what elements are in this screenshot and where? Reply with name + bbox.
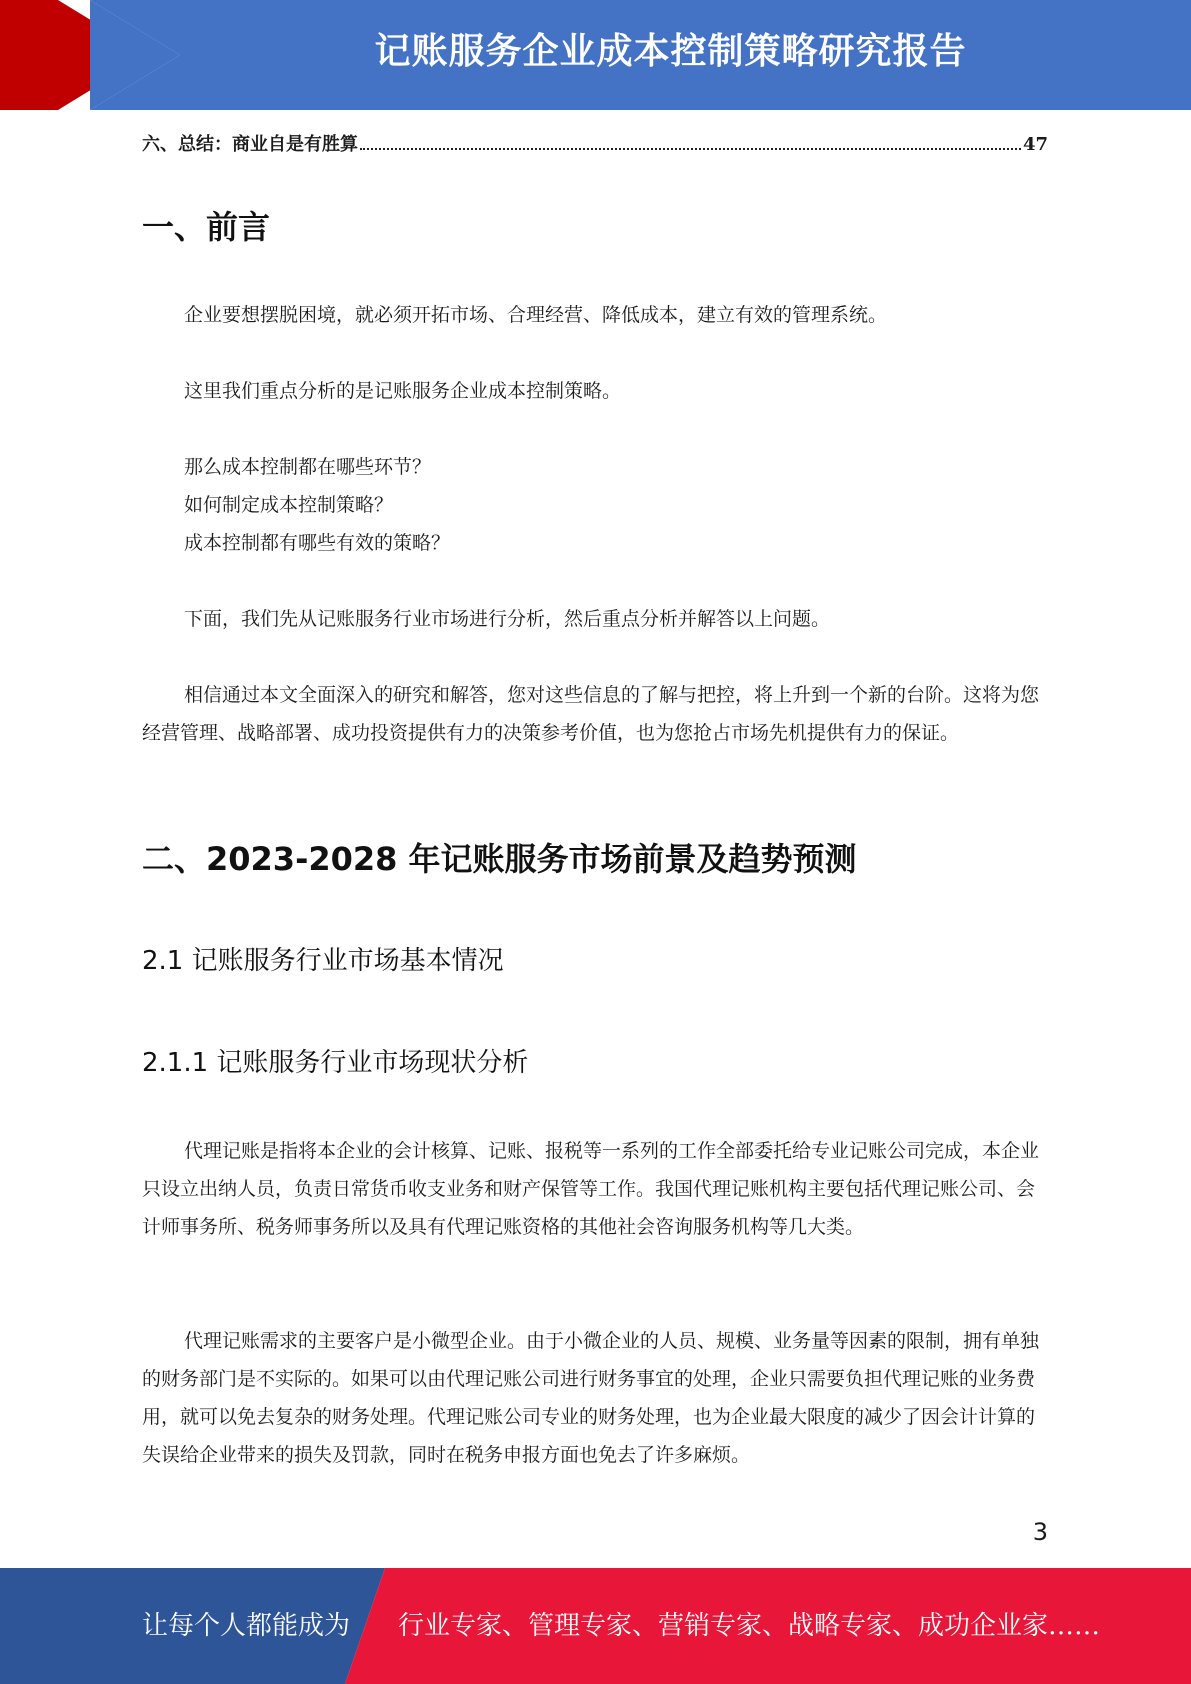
subsection-heading-2-1-1: 2.1.1 记账服务行业市场现状分析 — [142, 1048, 529, 1078]
toc-entry-page: 47 — [1022, 134, 1048, 155]
toc-entry[interactable] — [142, 130, 1048, 160]
report-title: 记账服务企业成本控制策略研究报告 — [374, 31, 967, 72]
subsection-heading-2-1: 2.1 记账服务行业市场基本情况 — [142, 946, 504, 976]
preface-question-2: 如何制定成本控制策略？ — [184, 494, 394, 516]
toc-leader-dots — [360, 132, 1021, 150]
page-header — [0, 0, 1191, 110]
preface-paragraph-2: 这里我们重点分析的是记账服务企业成本控制策略。 — [184, 380, 622, 402]
toc-entry-label: 六、总结：商业自是有胜算 — [142, 134, 358, 155]
preface-paragraph-4: 相信通过本文全面深入的研究和解答，您对这些信息的了解与把控，将上升到一个新的台阶。这将为您经营管理、战略部署、成功投资提供有力的决策参考价值，也为您抢占市场先机提供有力的保证。 — [142, 684, 1040, 744]
page-number: 3 — [1032, 1518, 1048, 1546]
footer-slogan-left: 让每个人都能成为 — [142, 1611, 351, 1641]
section-heading-market-forecast: 二、2023-2028 年记账服务市场前景及趋势预测 — [142, 840, 857, 878]
market-paragraph-2: 代理记账需求的主要客户是小微型企业。由于小微企业的人员、规模、业务量等因素的限制，拥有单独的财务部门是不实际的。如果可以由代理记账公司进行财务事宜的处理，企业只需要负担代理记账的业务费用，就可以免去复杂的财务处理。代理记账公司专业的财务处理，也为企业最大限度的减少了因会计计算的失误给企业带来的损失及罚款，同时在税务申报方面也免去了许多麻烦。 — [142, 1330, 1040, 1466]
footer-slogan-right: 行业专家、管理专家、营销专家、战略专家、成功企业家…… — [398, 1611, 1101, 1641]
section-heading-preface: 一、前言 — [142, 208, 271, 246]
preface-question-3: 成本控制都有哪些有效的策略？ — [184, 532, 451, 554]
market-paragraph-1: 代理记账是指将本企业的会计核算、记账、报税等一系列的工作全部委托给专业记账公司完成，本企业只设立出纳人员，负责日常货币收支业务和财产保管等工作。我国代理记账机构主要包括代理记账公司、会计师事务所、税务师事务所以及具有代理记账资格的其他社会咨询服务机构等几大类。 — [142, 1140, 1040, 1238]
preface-paragraph-1: 企业要想摆脱困境，就必须开拓市场、合理经营、降低成本，建立有效的管理系统。 — [184, 304, 888, 326]
preface-paragraph-3: 下面，我们先从记账服务行业市场进行分析，然后重点分析并解答以上问题。 — [184, 608, 831, 630]
page-footer — [0, 1568, 1191, 1684]
preface-question-1: 那么成本控制都在哪些环节？ — [184, 456, 432, 478]
